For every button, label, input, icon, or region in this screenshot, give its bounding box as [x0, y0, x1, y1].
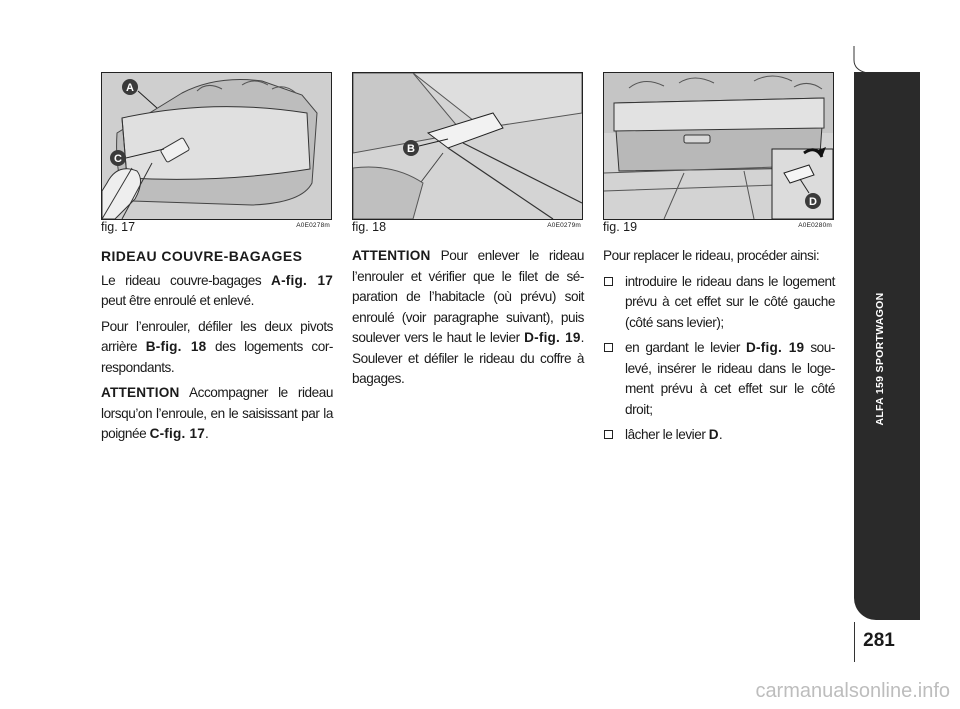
checkbox-bullet-icon: [604, 430, 613, 439]
tab-top-curve: [845, 46, 869, 74]
figure-17-label-c: C: [114, 153, 122, 165]
paragraph-3: [101, 383, 333, 445]
figure-18: [352, 72, 583, 220]
paragraph-1: [101, 271, 333, 312]
figure-ref: D-fig. 19: [524, 330, 581, 345]
steps-list: [603, 272, 835, 446]
list-item: [603, 425, 835, 446]
figure-17-illustration: [102, 73, 331, 219]
intro-paragraph: Pour replacer le rideau, procéder ainsi:: [603, 248, 820, 263]
figure-ref: D-fig. 19: [746, 340, 805, 355]
attention-text: Pour enlever le rideau l’enrouler et vérifier que le filet de sé-paration de l’habitacle (où prévu) soit enroulé (voir paragraphe suivant), puis soulever vers le haut le levier: [352, 248, 584, 345]
figure-17: [101, 72, 332, 220]
figure-19-code: A0E0280m: [798, 222, 832, 229]
step-2-text: en gardant le levier: [625, 340, 747, 355]
figure-19-label-d: D: [809, 196, 817, 208]
step-2-text-end: sou-levé, insérer le rideau dans le loge-ment prévu à cet effet sur le côté droit;: [625, 340, 835, 417]
attention-label: ATTENTION: [101, 385, 180, 400]
figure-ref: B-fig. 18: [145, 339, 207, 354]
paragraph-2-text-end: des logements cor-respondants.: [101, 339, 333, 375]
figure-ref: A-fig. 17: [271, 272, 333, 288]
step-1-text: introduire le rideau dans le logement prévu à cet effet sur le côté gauche (côté sans levier);: [625, 273, 835, 330]
attention-paragraph: [352, 246, 584, 390]
figure-18-illustration: [353, 73, 582, 219]
chapter-title: [860, 284, 900, 434]
figure-17-number: fig. 17: [101, 220, 136, 234]
text-column-1: [101, 246, 333, 450]
figure-17-caption: [101, 220, 330, 238]
paragraph-1-text-end: peut être enroulé et enlevé.: [101, 293, 254, 308]
text-column-3: [603, 246, 835, 451]
list-item: [603, 338, 835, 420]
page-divider-line: [854, 622, 855, 662]
paragraph-3-text: Accompagner le rideau lorsqu’on l’enroule, en le saisissant par la poignée: [101, 385, 333, 441]
paragraph-1-text: Le rideau couvre-bagages: [101, 272, 272, 288]
step-3-text: lâcher le levier: [625, 427, 709, 442]
checkbox-bullet-icon: [604, 343, 613, 352]
figure-17-code: A0E0278m: [296, 222, 330, 229]
figure-18-code: A0E0279m: [547, 222, 581, 229]
text-column-2: [352, 246, 584, 395]
paragraph-2: [101, 317, 333, 379]
figure-ref: C-fig. 17: [149, 426, 205, 441]
page-number: 281: [863, 630, 895, 651]
figure-17-label-a: A: [126, 82, 134, 94]
paragraph-2-text: Pour l’enrouler, défiler les deux pivots arrière: [101, 318, 333, 354]
lever-ref: D: [708, 427, 719, 442]
attention-text-end: . Soulever et défiler le rideau du coffre à bagages.: [352, 330, 584, 386]
attention-label: ATTENTION: [352, 248, 431, 263]
chapter-title-text: ALFA 159 SPORTWAGON: [874, 292, 886, 426]
figure-19-caption: [603, 220, 832, 238]
figure-18-number: fig. 18: [352, 220, 387, 234]
figure-18-label-b: B: [407, 143, 415, 155]
figure-19: [603, 72, 834, 220]
paragraph-3-text-end: .: [205, 426, 209, 441]
figure-18-caption: [352, 220, 581, 238]
list-item: [603, 272, 835, 334]
section-heading: RIDEAU COUVRE-BAGAGES: [101, 248, 303, 264]
figure-19-illustration: [604, 73, 833, 219]
figure-19-number: fig. 19: [603, 220, 638, 234]
watermark: carmanualsonline.info: [755, 680, 950, 702]
checkbox-bullet-icon: [604, 277, 613, 286]
step-3-text-end: .: [718, 427, 723, 442]
